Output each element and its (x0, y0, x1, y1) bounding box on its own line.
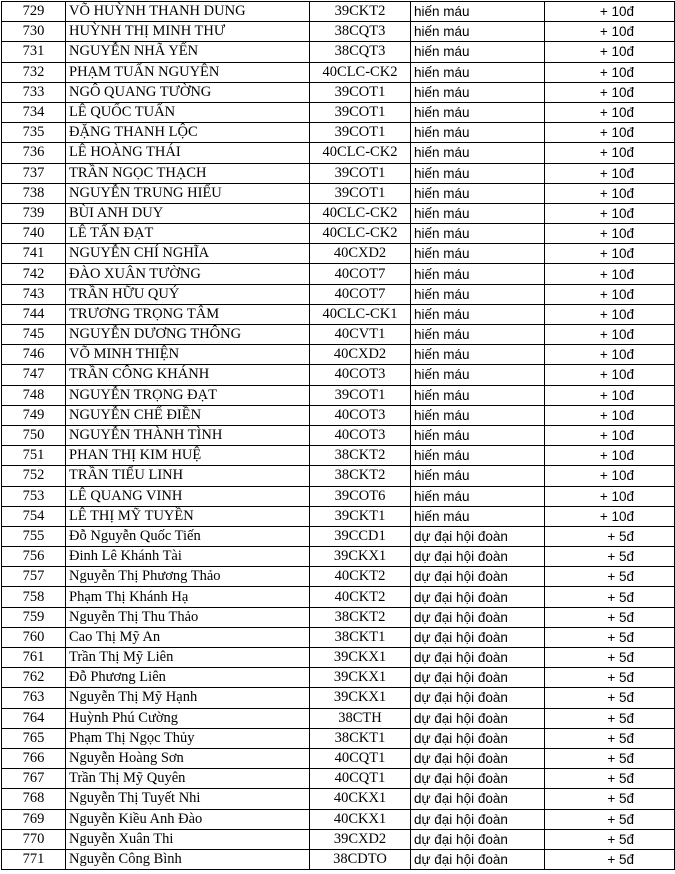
activity-cell: dự đại hội đoàn (411, 627, 545, 647)
points-cell: + 5đ (545, 708, 675, 728)
student-name-cell: LÊ QUANG VINH (66, 486, 310, 506)
points-cell: + 10đ (545, 385, 675, 405)
student-name-cell: NGÔ QUANG TƯỜNG (66, 82, 310, 102)
row-number-cell: 747 (2, 365, 66, 385)
points-cell: + 10đ (545, 62, 675, 82)
class-code-cell: 40CLC-CK1 (310, 304, 411, 324)
points-cell: + 10đ (545, 486, 675, 506)
class-code-cell: 40CQT1 (310, 748, 411, 768)
row-number-cell: 764 (2, 708, 66, 728)
table-row (2, 466, 675, 486)
student-name-cell: Nguyễn Thị Phương Thảo (66, 567, 310, 587)
table-row (2, 708, 675, 728)
activity-cell: hiến máu (411, 466, 545, 486)
table-row (2, 829, 675, 849)
points-cell: + 10đ (545, 446, 675, 466)
row-number-cell: 735 (2, 123, 66, 143)
class-code-cell: 40CXD2 (310, 244, 411, 264)
activity-cell: dự đại hội đoàn (411, 728, 545, 748)
student-name-cell: Đỗ Nguyễn Quốc Tiến (66, 526, 310, 546)
table-row (2, 345, 675, 365)
class-code-cell: 39CKX1 (310, 648, 411, 668)
class-code-cell: 40CKX1 (310, 809, 411, 829)
class-code-cell: 40CLC-CK2 (310, 62, 411, 82)
table-row (2, 22, 675, 42)
row-number-cell: 730 (2, 22, 66, 42)
points-cell: + 5đ (545, 789, 675, 809)
class-code-cell: 38CKT2 (310, 446, 411, 466)
row-number-cell: 736 (2, 143, 66, 163)
table-row (2, 587, 675, 607)
row-number-cell: 750 (2, 425, 66, 445)
student-name-cell: TRẦN CÔNG KHÁNH (66, 365, 310, 385)
table-row (2, 486, 675, 506)
table-row (2, 446, 675, 466)
table-row (2, 325, 675, 345)
points-cell: + 10đ (545, 506, 675, 526)
activity-cell: hiến máu (411, 244, 545, 264)
row-number-cell: 752 (2, 466, 66, 486)
table-row (2, 809, 675, 829)
points-cell: + 10đ (545, 2, 675, 22)
points-cell: + 5đ (545, 688, 675, 708)
student-name-cell: ĐẶNG THANH LỘC (66, 123, 310, 143)
row-number-cell: 763 (2, 688, 66, 708)
row-number-cell: 766 (2, 748, 66, 768)
row-number-cell: 746 (2, 345, 66, 365)
class-code-cell: 38CKT1 (310, 728, 411, 748)
table-row (2, 728, 675, 748)
table-row (2, 385, 675, 405)
class-code-cell: 39CKX1 (310, 668, 411, 688)
activity-cell: hiến máu (411, 22, 545, 42)
student-name-cell: Nguyễn Xuân Thi (66, 829, 310, 849)
student-name-cell: ĐÀO XUÂN TƯỜNG (66, 264, 310, 284)
activity-cell: dự đại hội đoàn (411, 526, 545, 546)
table-row (2, 748, 675, 768)
activity-cell: dự đại hội đoàn (411, 708, 545, 728)
points-cell: + 10đ (545, 264, 675, 284)
class-code-cell: 38CTH (310, 708, 411, 728)
student-name-cell: Nguyễn Thị Mỹ Hạnh (66, 688, 310, 708)
points-cell: + 10đ (545, 405, 675, 425)
row-number-cell: 737 (2, 163, 66, 183)
student-name-cell: Nguyễn Thị Thu Thảo (66, 607, 310, 627)
row-number-cell: 758 (2, 587, 66, 607)
row-number-cell: 744 (2, 304, 66, 324)
table-row (2, 567, 675, 587)
class-code-cell: 40CKT2 (310, 587, 411, 607)
activity-cell: hiến máu (411, 183, 545, 203)
class-code-cell: 40COT7 (310, 284, 411, 304)
points-cell: + 10đ (545, 183, 675, 203)
points-cell: + 5đ (545, 668, 675, 688)
table-row (2, 143, 675, 163)
class-code-cell: 39CCD1 (310, 526, 411, 546)
table-row (2, 2, 675, 22)
table-row (2, 203, 675, 223)
class-code-cell: 38CKT2 (310, 607, 411, 627)
student-name-cell: Cao Thị Mỹ An (66, 627, 310, 647)
table-row (2, 547, 675, 567)
student-name-cell: Đỗ Phương Liên (66, 668, 310, 688)
activity-cell: hiến máu (411, 446, 545, 466)
activity-cell: dự đại hội đoàn (411, 789, 545, 809)
class-code-cell: 40CLC-CK2 (310, 143, 411, 163)
points-cell: + 10đ (545, 42, 675, 62)
activity-cell: hiến máu (411, 365, 545, 385)
row-number-cell: 742 (2, 264, 66, 284)
student-name-cell: Phạm Thị Khánh Hạ (66, 587, 310, 607)
points-cell: + 10đ (545, 123, 675, 143)
class-code-cell: 40CVT1 (310, 325, 411, 345)
points-cell: + 10đ (545, 224, 675, 244)
table-row (2, 264, 675, 284)
activity-cell: dự đại hội đoàn (411, 688, 545, 708)
activity-cell: hiến máu (411, 405, 545, 425)
activity-cell: dự đại hội đoàn (411, 849, 545, 869)
table-row (2, 769, 675, 789)
activity-cell: hiến máu (411, 143, 545, 163)
table-row (2, 224, 675, 244)
points-cell: + 5đ (545, 587, 675, 607)
student-name-cell: TRẦN TIỂU LINH (66, 466, 310, 486)
activity-cell: dự đại hội đoàn (411, 607, 545, 627)
class-code-cell: 40COT3 (310, 425, 411, 445)
student-name-cell: NGUYỄN DƯƠNG THÔNG (66, 325, 310, 345)
row-number-cell: 749 (2, 405, 66, 425)
student-name-cell: NGUYỄN CHÍ NGHĨA (66, 244, 310, 264)
table-row (2, 506, 675, 526)
student-name-cell: TRẦN NGỌC THẠCH (66, 163, 310, 183)
points-cell: + 5đ (545, 829, 675, 849)
student-name-cell: TRẦN HỮU QUÝ (66, 284, 310, 304)
row-number-cell: 761 (2, 648, 66, 668)
points-cell: + 10đ (545, 22, 675, 42)
class-code-cell: 39COT1 (310, 123, 411, 143)
row-number-cell: 762 (2, 668, 66, 688)
table-row (2, 627, 675, 647)
table-row (2, 183, 675, 203)
points-cell: + 10đ (545, 203, 675, 223)
points-cell: + 10đ (545, 102, 675, 122)
roster-table (1, 1, 675, 870)
points-cell: + 5đ (545, 547, 675, 567)
row-number-cell: 748 (2, 385, 66, 405)
points-cell: + 10đ (545, 345, 675, 365)
points-cell: + 10đ (545, 304, 675, 324)
class-code-cell: 38CQT3 (310, 42, 411, 62)
activity-cell: hiến máu (411, 203, 545, 223)
student-name-cell: Nguyễn Hoàng Sơn (66, 748, 310, 768)
table-row (2, 123, 675, 143)
class-code-cell: 39COT1 (310, 82, 411, 102)
activity-cell: hiến máu (411, 2, 545, 22)
student-name-cell: NGUYỄN THÀNH TÌNH (66, 425, 310, 445)
table-row (2, 42, 675, 62)
student-name-cell: NGUYỄN CHẾ ĐIỀN (66, 405, 310, 425)
row-number-cell: 733 (2, 82, 66, 102)
table-row (2, 405, 675, 425)
row-number-cell: 755 (2, 526, 66, 546)
row-number-cell: 740 (2, 224, 66, 244)
class-code-cell: 38CQT3 (310, 22, 411, 42)
activity-cell: hiến máu (411, 284, 545, 304)
row-number-cell: 743 (2, 284, 66, 304)
row-number-cell: 729 (2, 2, 66, 22)
student-name-cell: NGUYỄN TRUNG HIẾU (66, 183, 310, 203)
class-code-cell: 39COT1 (310, 385, 411, 405)
row-number-cell: 753 (2, 486, 66, 506)
points-cell: + 5đ (545, 809, 675, 829)
activity-cell: dự đại hội đoàn (411, 769, 545, 789)
activity-cell: dự đại hội đoàn (411, 748, 545, 768)
class-code-cell: 40CLC-CK2 (310, 203, 411, 223)
row-number-cell: 771 (2, 849, 66, 869)
class-code-cell: 39CKX1 (310, 688, 411, 708)
activity-cell: hiến máu (411, 385, 545, 405)
activity-cell: dự đại hội đoàn (411, 809, 545, 829)
row-number-cell: 745 (2, 325, 66, 345)
class-code-cell: 38CKT1 (310, 627, 411, 647)
activity-cell: dự đại hội đoàn (411, 547, 545, 567)
class-code-cell: 39CKT1 (310, 506, 411, 526)
points-cell: + 10đ (545, 244, 675, 264)
activity-cell: dự đại hội đoàn (411, 648, 545, 668)
table-row (2, 526, 675, 546)
points-cell: + 5đ (545, 648, 675, 668)
table-row (2, 82, 675, 102)
row-number-cell: 760 (2, 627, 66, 647)
points-cell: + 10đ (545, 143, 675, 163)
student-name-cell: LÊ THỊ MỸ TUYỀN (66, 506, 310, 526)
student-name-cell: Huỳnh Phú Cường (66, 708, 310, 728)
activity-cell: hiến máu (411, 82, 545, 102)
activity-cell: hiến máu (411, 506, 545, 526)
points-cell: + 5đ (545, 849, 675, 869)
table-row (2, 284, 675, 304)
class-code-cell: 39CKT2 (310, 2, 411, 22)
student-name-cell: NGUYỄN NHÃ YẾN (66, 42, 310, 62)
class-code-cell: 39COT1 (310, 163, 411, 183)
student-name-cell: Phạm Thị Ngọc Thủy (66, 728, 310, 748)
table-row (2, 163, 675, 183)
activity-cell: dự đại hội đoàn (411, 668, 545, 688)
points-cell: + 5đ (545, 627, 675, 647)
student-name-cell: VÕ HUỲNH THANH DUNG (66, 2, 310, 22)
row-number-cell: 739 (2, 203, 66, 223)
activity-cell: hiến máu (411, 264, 545, 284)
student-name-cell: PHẠM TUẤN NGUYÊN (66, 62, 310, 82)
row-number-cell: 756 (2, 547, 66, 567)
table-row (2, 849, 675, 869)
class-code-cell: 39COT6 (310, 486, 411, 506)
student-name-cell: Nguyễn Kiều Anh Đào (66, 809, 310, 829)
table-row (2, 304, 675, 324)
student-name-cell: VÕ MINH THIỆN (66, 345, 310, 365)
points-cell: + 10đ (545, 425, 675, 445)
points-cell: + 5đ (545, 748, 675, 768)
class-code-cell: 39COT1 (310, 183, 411, 203)
row-number-cell: 757 (2, 567, 66, 587)
row-number-cell: 759 (2, 607, 66, 627)
student-name-cell: BÙI ANH DUY (66, 203, 310, 223)
points-cell: + 10đ (545, 82, 675, 102)
class-code-cell: 38CKT2 (310, 466, 411, 486)
table-row (2, 688, 675, 708)
student-name-cell: Nguyễn Thị Tuyết Nhi (66, 789, 310, 809)
activity-cell: hiến máu (411, 224, 545, 244)
points-cell: + 5đ (545, 728, 675, 748)
activity-cell: dự đại hội đoàn (411, 829, 545, 849)
row-number-cell: 738 (2, 183, 66, 203)
activity-cell: dự đại hội đoàn (411, 567, 545, 587)
student-name-cell: Trần Thị Mỹ Liên (66, 648, 310, 668)
activity-cell: dự đại hội đoàn (411, 587, 545, 607)
row-number-cell: 768 (2, 789, 66, 809)
student-name-cell: HUỲNH THỊ MINH THƯ (66, 22, 310, 42)
student-name-cell: NGUYỄN TRỌNG ĐẠT (66, 385, 310, 405)
class-code-cell: 40CQT1 (310, 769, 411, 789)
table-row (2, 365, 675, 385)
table-row (2, 789, 675, 809)
student-name-cell: Đinh Lê Khánh Tài (66, 547, 310, 567)
points-cell: + 10đ (545, 163, 675, 183)
student-name-cell: Trần Thị Mỹ Quyên (66, 769, 310, 789)
points-cell: + 5đ (545, 769, 675, 789)
class-code-cell: 39CKX1 (310, 547, 411, 567)
student-name-cell: PHAN THỊ KIM HUỆ (66, 446, 310, 466)
points-cell: + 5đ (545, 567, 675, 587)
class-code-cell: 40COT3 (310, 365, 411, 385)
points-cell: + 10đ (545, 466, 675, 486)
row-number-cell: 751 (2, 446, 66, 466)
activity-cell: hiến máu (411, 102, 545, 122)
student-name-cell: LÊ QUỐC TUẤN (66, 102, 310, 122)
row-number-cell: 770 (2, 829, 66, 849)
row-number-cell: 767 (2, 769, 66, 789)
row-number-cell: 732 (2, 62, 66, 82)
row-number-cell: 754 (2, 506, 66, 526)
class-code-cell: 38CDTO (310, 849, 411, 869)
row-number-cell: 734 (2, 102, 66, 122)
points-cell: + 5đ (545, 526, 675, 546)
row-number-cell: 765 (2, 728, 66, 748)
table-row (2, 607, 675, 627)
class-code-cell: 40CLC-CK2 (310, 224, 411, 244)
student-name-cell: LÊ HOÀNG THÁI (66, 143, 310, 163)
activity-cell: hiến máu (411, 42, 545, 62)
student-name-cell: Nguyễn Công Bình (66, 849, 310, 869)
class-code-cell: 40CXD2 (310, 345, 411, 365)
activity-cell: hiến máu (411, 425, 545, 445)
table-row (2, 62, 675, 82)
row-number-cell: 731 (2, 42, 66, 62)
activity-cell: hiến máu (411, 163, 545, 183)
table-row (2, 425, 675, 445)
class-code-cell: 40CKT2 (310, 567, 411, 587)
table-row (2, 648, 675, 668)
activity-cell: hiến máu (411, 62, 545, 82)
class-code-cell: 40CKX1 (310, 789, 411, 809)
points-cell: + 5đ (545, 607, 675, 627)
table-row (2, 102, 675, 122)
class-code-cell: 39COT1 (310, 102, 411, 122)
class-code-cell: 39CXD2 (310, 829, 411, 849)
table-row (2, 244, 675, 264)
activity-cell: hiến máu (411, 345, 545, 365)
roster-table-body (2, 2, 675, 870)
table-row (2, 668, 675, 688)
points-cell: + 10đ (545, 365, 675, 385)
activity-cell: hiến máu (411, 123, 545, 143)
student-name-cell: TRƯƠNG TRỌNG TÂM (66, 304, 310, 324)
activity-cell: hiến máu (411, 304, 545, 324)
row-number-cell: 769 (2, 809, 66, 829)
row-number-cell: 741 (2, 244, 66, 264)
points-cell: + 10đ (545, 325, 675, 345)
class-code-cell: 40COT3 (310, 405, 411, 425)
points-cell: + 10đ (545, 284, 675, 304)
activity-cell: hiến máu (411, 325, 545, 345)
class-code-cell: 40COT7 (310, 264, 411, 284)
student-name-cell: LÊ TẤN ĐẠT (66, 224, 310, 244)
activity-cell: hiến máu (411, 486, 545, 506)
